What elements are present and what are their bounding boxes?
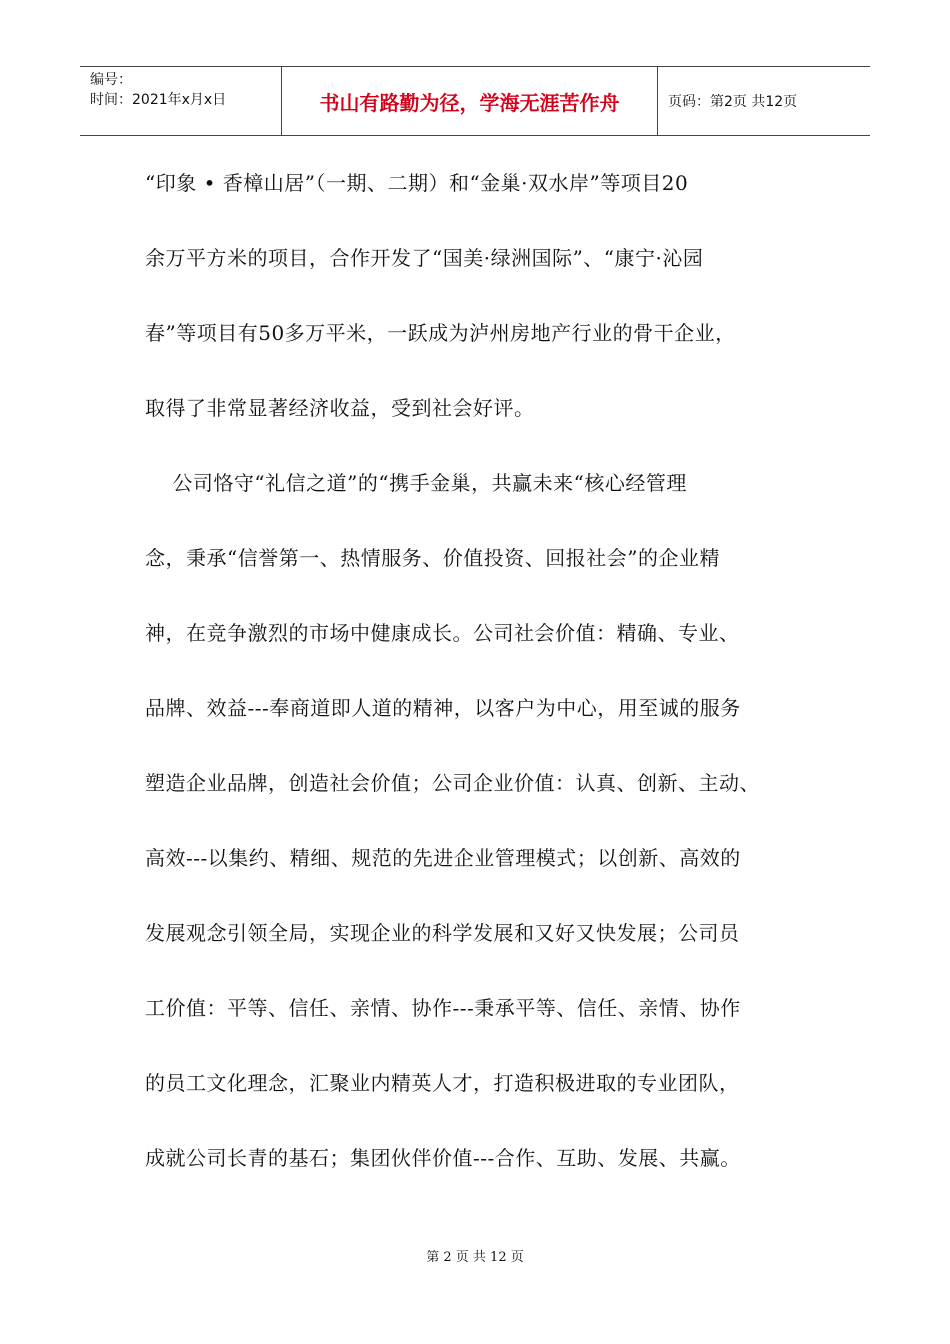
body-line: 春”等项目有50多万平米，一跃成为泸州房地产行业的骨干企业， bbox=[145, 321, 736, 345]
body-line: 取得了非常显著经济收益，受到社会好评。 bbox=[145, 396, 535, 420]
header-motto-cell bbox=[282, 67, 658, 135]
header-page-cell bbox=[658, 67, 870, 135]
header-motto: 书山有路勤为径，学海无涯苦作舟 bbox=[319, 90, 620, 115]
body-line: 品牌、效益---奉商道即人道的精神，以客户为中心，用至诚的服务 bbox=[145, 696, 741, 720]
body-line: 塑造企业品牌，创造社会价值；公司企业价值：认真、创新、主动、 bbox=[145, 771, 760, 795]
body-line: 神，在竞争激烈的市场中健康成长。公司社会价值：精确、专业、 bbox=[145, 621, 740, 645]
body-line: “印象 • 香樟山居”（一期、二期）和“金巢·双水岸”等项目20 bbox=[145, 171, 689, 195]
document-body bbox=[145, 146, 845, 1196]
body-line: 高效---以集约、精细、规范的先进企业管理模式；以创新、高效的 bbox=[145, 846, 741, 870]
document-number-label: 编号： bbox=[90, 72, 132, 88]
body-line: 公司恪守“礼信之道”的“携手金巢，共赢未来“核心经管理 bbox=[145, 471, 687, 495]
body-line: 念，秉承“信誉第一、热情服务、价值投资、回报社会”的企业精 bbox=[145, 546, 720, 570]
page-header bbox=[80, 66, 870, 136]
body-line: 成就公司长青的基石；集团伙伴价值---合作、互助、发展、共赢。 bbox=[145, 1146, 741, 1170]
body-line: 余万平方米的项目，合作开发了“国美·绿洲国际”、“康宁·沁园 bbox=[145, 246, 704, 270]
body-line: 工价值：平等、信任、亲情、协作---秉承平等、信任、亲情、协作 bbox=[145, 996, 741, 1020]
header-meta-cell bbox=[80, 67, 282, 135]
page-footer: 第 2 页 共 12 页 bbox=[426, 1250, 524, 1265]
header-page-label: 页码：第2页 共12页 bbox=[668, 94, 798, 110]
body-line: 的员工文化理念，汇聚业内精英人才，打造积极进取的专业团队， bbox=[145, 1071, 740, 1095]
body-line: 发展观念引领全局，实现企业的科学发展和又好又快发展；公司员 bbox=[145, 921, 740, 945]
document-date-label: 时间：2021年x月x日 bbox=[90, 92, 227, 108]
